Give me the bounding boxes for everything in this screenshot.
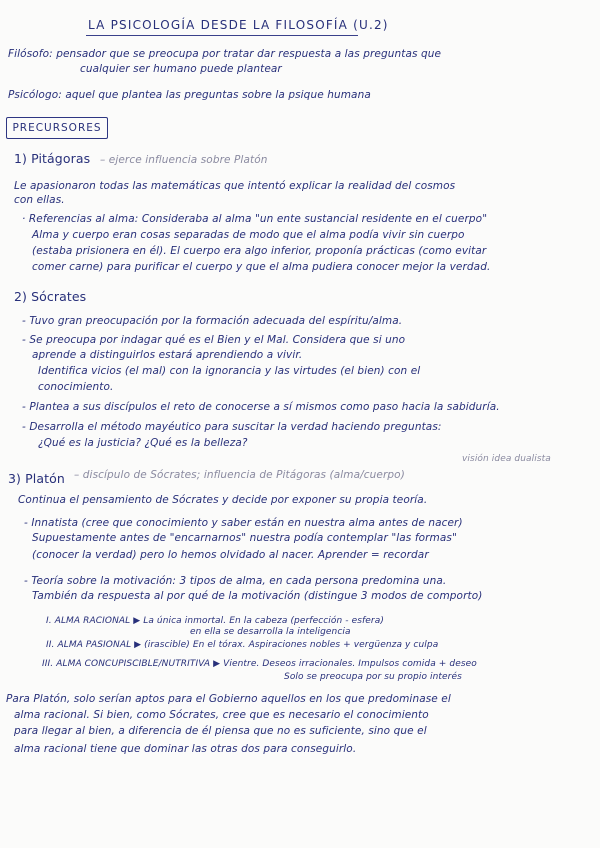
platon-line-4: (conocer la verdad) pero lo hemos olvidado al nacer. Aprender = recordar (32, 549, 429, 561)
page-title: LA PSICOLOGÍA DESDE LA FILOSOFÍA (U.2) (88, 18, 389, 32)
platon-line-2: - Innatista (cree que conocimiento y saber están en nuestra alma antes de nacer) (24, 517, 463, 529)
platon-line-5: - Teoría sobre la motivación: 3 tipos de alma, en cada persona predomina una. (24, 575, 447, 587)
definition-filosofo: Filósofo: pensador que se preocupa por tratar dar respuesta a las preguntas que (8, 48, 442, 60)
soul-1-desc: ▶ La única inmortal. En la cabeza (perfección - esfera) (133, 616, 384, 626)
socrates-line-7: - Desarrolla el método mayéutico para suscitar la verdad haciendo preguntas: (22, 421, 442, 433)
section-box-label: PRECURSORES (12, 122, 102, 134)
section-box-precursores (6, 117, 108, 139)
conclusion-line-3: para llegar al bien, a diferencia de él piensa que no es suficiente, sino que el (14, 725, 427, 737)
heading-pitagoras: 1) Pitágoras (14, 151, 91, 166)
soul-1-extra: en ella se desarrolla la inteligencia (190, 627, 351, 637)
conclusion-line-2: alma racional. Si bien, como Sócrates, cree que es necesario el conocimiento (14, 709, 429, 721)
heading-socrates: 2) Sócrates (14, 289, 87, 304)
socrates-line-5: conocimiento. (38, 381, 114, 393)
soul-3 (42, 657, 477, 671)
platon-note: visión idea dualista (462, 454, 551, 464)
conclusion-line-4: alma racional tiene que dominar las otras dos para conseguirlo. (14, 743, 357, 755)
subheading-pitagoras: – ejerce influencia sobre Platón (100, 154, 268, 166)
pitagoras-line-6: comer carne) para purificar el cuerpo y que el alma pudiera conocer mejor la verdad. (32, 261, 491, 273)
pitagoras-line-3: · Referencias al alma: Consideraba al alma "un ente sustancial residente en el cuerpo" (22, 213, 488, 225)
soul-3-extra: Solo se preocupa por su propio interés (284, 672, 462, 682)
socrates-line-8: ¿Qué es la justicia? ¿Qué es la belleza? (38, 437, 248, 449)
soul-3-name: ALMA CONCUPISCIBLE/NUTRITIVA (56, 659, 211, 669)
soul-2-desc: ▶ (irascible) En el tórax. Aspiraciones nobles + vergüenza y culpa (134, 640, 439, 650)
platon-line-1: Continua el pensamiento de Sócrates y decide por exponer su propia teoría. (18, 494, 428, 506)
soul-2-name: ALMA PASIONAL (57, 640, 132, 650)
platon-line-6: También da respuesta al por qué de la motivación (distingue 3 modos de comporto) (32, 590, 483, 602)
conclusion-line-1: Para Platón, solo serían aptos para el Gobierno aquellos en los que predominase el (6, 693, 451, 705)
definition-psicologo: Psicólogo: aquel que plantea las preguntas sobre la psique humana (8, 89, 371, 101)
socrates-line-1: - Tuvo gran preocupación por la formación adecuada del espíritu/alma. (22, 315, 403, 327)
socrates-line-6: - Plantea a sus discípulos el reto de conocerse a sí mismos como paso hacia la sabiduría. (22, 401, 500, 413)
pitagoras-line-4: Alma y cuerpo eran cosas separadas de modo que el alma podía vivir sin cuerpo (32, 229, 465, 241)
pitagoras-line-2: con ellas. (14, 194, 65, 206)
platon-line-3: Supuestamente antes de "encarnarnos" nuestra podía contemplar "las formas" (32, 532, 457, 544)
pitagoras-line-1: Le apasionaron todas las matemáticas que intentó explicar la realidad del cosmos (14, 180, 456, 192)
soul-1-name: ALMA RACIONAL (54, 616, 131, 626)
heading-platon: 3) Platón (8, 471, 65, 486)
soul-2 (46, 638, 438, 652)
soul-2-num: II. (46, 640, 55, 650)
soul-3-num: III. (42, 659, 54, 669)
subheading-platon: – discípulo de Sócrates; influencia de Pitágoras (alma/cuerpo) (74, 469, 405, 481)
soul-3-desc: ▶ Vientre. Deseos irracionales. Impulsos comida + deseo (213, 659, 477, 669)
pitagoras-line-5: (estaba prisionera en él). El cuerpo era algo inferior, proponía prácticas (como evitar (32, 245, 487, 257)
soul-1-num: I. (46, 616, 52, 626)
socrates-line-3: aprende a distinguirlos estará aprendiendo a vivir. (32, 349, 303, 361)
socrates-line-2: - Se preocupa por indagar qué es el Bien y el Mal. Considera que si uno (22, 334, 406, 346)
socrates-line-4: Identifica vicios (el mal) con la ignorancia y las virtudes (el bien) con el (38, 365, 421, 377)
definition-filosofo-cont: cualquier ser humano puede plantear (80, 63, 282, 75)
title-underline (86, 35, 358, 36)
